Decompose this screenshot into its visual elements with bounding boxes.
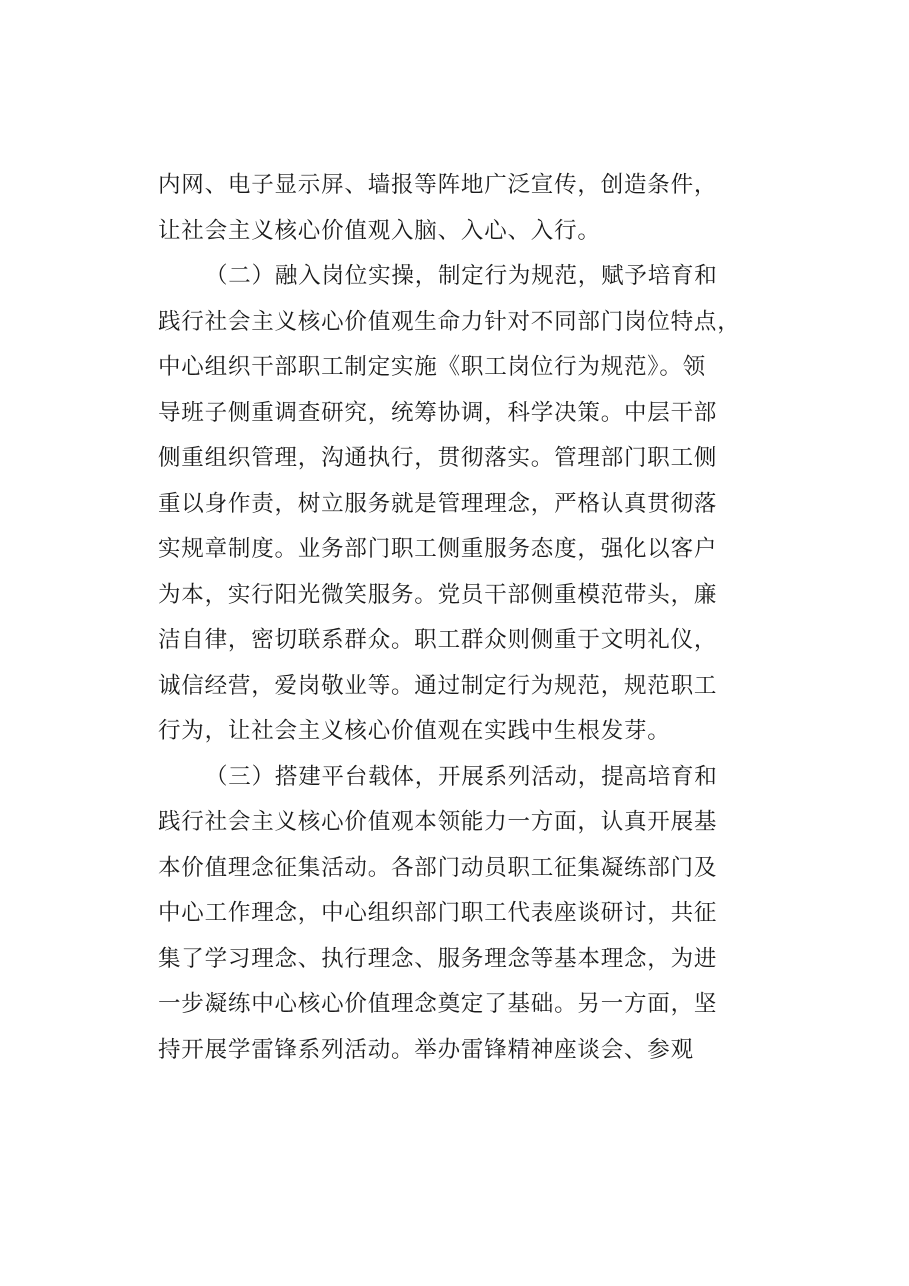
text-line: 诚信经营，爱岗敬业等。通过制定行为规范，规范职工 (158, 672, 718, 699)
text-line: 践行社会主义核心价值观本领能力一方面，认真开展基 (158, 809, 718, 835)
text-line: 践行社会主义核心价值观生命力针对不同部门岗位特点， (158, 308, 741, 335)
text-line: 内网、电子显示屏、墙报等阵地广泛宣传，创造条件， (158, 172, 718, 198)
text-line: 中心工作理念，中心组织部门职工代表座谈研讨，共征 (158, 900, 718, 926)
document-body (158, 163, 788, 1073)
text-line: 导班子侧重调查研究，统筹协调，科学决策。中层干部 (158, 399, 718, 426)
text-line: 集了学习理念、执行理念、服务理念等基本理念，为进 (158, 945, 718, 972)
text-line: 持开展学雷锋系列活动。举办雷锋精神座谈会、参观 (158, 1036, 694, 1063)
text-line: 实规章制度。业务部门职工侧重服务态度，强化以客户 (158, 536, 718, 562)
text-line: 让社会主义核心价值观入脑、入心、入行。 (158, 217, 601, 244)
text-line: 侧重组织管理，沟通执行，贯彻落实。管理部门职工侧 (158, 445, 718, 471)
text-line: 重以身作责，树立服务就是管理理念，严格认真贯彻落 (158, 490, 718, 517)
text-line: 为本，实行阳光微笑服务。党员干部侧重模范带头，廉 (158, 581, 718, 608)
text-line: 行为，让社会主义核心价值观在实践中生根发芽。 (158, 718, 671, 744)
section-heading-2: （二）融入岗位实操，制定行为规范，赋予培育和 (205, 263, 718, 289)
section-heading-3: （三）搭建平台载体，开展系列活动，提高培育和 (205, 763, 718, 790)
text-line: 一步凝练中心核心价值理念奠定了基础。另一方面，坚 (158, 991, 718, 1017)
text-line: 洁自律，密切联系群众。职工群众则侧重于文明礼仪， (158, 627, 718, 653)
text-line: 中心组织干部职工制定实施《职工岗位行为规范》。领 (158, 354, 706, 380)
text-line: 本价值理念征集活动。各部门动员职工征集凝练部门及 (158, 854, 718, 881)
